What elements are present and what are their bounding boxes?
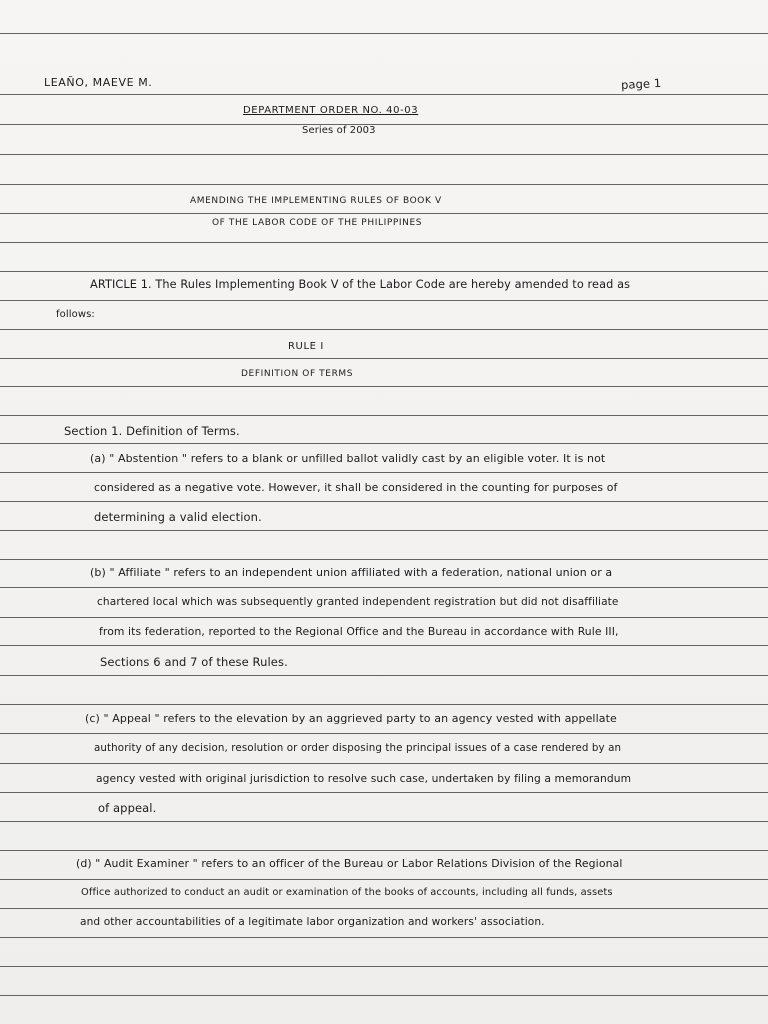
heading-line-2: OF THE LABOR CODE OF THE PHILIPPINES (212, 218, 423, 228)
ruled-line (0, 124, 768, 125)
definition-b-line: from its federation, reported to the Regional Office and the Bureau in accordance with Rule III, (99, 625, 619, 638)
article-line-2: follows: (56, 309, 95, 320)
ruled-line (0, 792, 768, 793)
ruled-line (0, 617, 768, 618)
ruled-line (0, 271, 768, 272)
definition-b-line: (b) " Affiliate " refers to an independent union affiliated with a federation, national union or a (90, 566, 613, 579)
ruled-line (0, 530, 768, 531)
ruled-line (0, 184, 768, 185)
definition-a-line: determining a valid election. (94, 510, 262, 524)
definition-d-line: (d) " Audit Examiner " refers to an officer of the Bureau or Labor Relations Division of the Regional (76, 857, 623, 870)
ruled-line (0, 908, 768, 909)
ruled-line (0, 472, 768, 473)
rule-number: RULE I (288, 341, 324, 352)
section-title: Section 1. Definition of Terms. (64, 424, 240, 438)
ruled-line (0, 33, 768, 34)
rule-title: DEFINITION OF TERMS (241, 369, 354, 379)
department-order-number: DEPARTMENT ORDER NO. 40-03 (243, 105, 419, 116)
definition-c-line: authority of any decision, resolution or order disposing the principal issues of a case rendered by an (94, 742, 622, 754)
ruled-line (0, 704, 768, 705)
ruled-line (0, 995, 768, 996)
order-series: Series of 2003 (302, 125, 376, 136)
ruled-line (0, 94, 768, 95)
student-name: LEAÑO, MAEVE M. (44, 76, 153, 89)
ruled-line (0, 675, 768, 676)
ruled-line (0, 415, 768, 416)
ruled-line (0, 300, 768, 301)
ruled-line (0, 329, 768, 330)
article-line-1: ARTICLE 1. The Rules Implementing Book V of the Labor Code are hereby amended to read as (90, 278, 631, 291)
definition-c-line: of appeal. (98, 801, 157, 815)
ruled-line (0, 937, 768, 938)
ruled-line (0, 386, 768, 387)
ruled-line (0, 559, 768, 560)
ruled-line (0, 154, 768, 155)
ruled-line (0, 850, 768, 851)
definition-c-line: (c) " Appeal " refers to the elevation by an aggrieved party to an agency vested with appellate (85, 712, 617, 725)
page-number: page 1 (620, 75, 662, 92)
ruled-line (0, 213, 768, 214)
ruled-line (0, 763, 768, 764)
ruled-line (0, 443, 768, 444)
definition-b-line: Sections 6 and 7 of these Rules. (100, 655, 288, 669)
ruled-line (0, 733, 768, 734)
definition-b-line: chartered local which was subsequently granted independent registration but did not disaffiliate (97, 596, 619, 608)
definition-d-line: and other accountabilities of a legitimate labor organization and workers' association. (80, 916, 545, 928)
ruled-line (0, 821, 768, 822)
definition-d-line: Office authorized to conduct an audit or examination of the books of accounts, including all funds, assets (81, 887, 613, 898)
definition-c-line: agency vested with original jurisdiction to resolve such case, undertaken by filing a memorandum (96, 772, 632, 785)
ruled-line (0, 966, 768, 967)
ruled-line (0, 587, 768, 588)
ruled-line (0, 358, 768, 359)
ruled-line (0, 879, 768, 880)
heading-line-1: AMENDING THE IMPLEMENTING RULES OF BOOK V (190, 196, 442, 206)
ruled-line (0, 242, 768, 243)
ruled-line (0, 501, 768, 502)
ruled-line (0, 645, 768, 646)
definition-a-line: considered as a negative vote. However, it shall be considered in the counting for purposes of (94, 481, 618, 494)
definition-a-line: (a) " Abstention " refers to a blank or unfilled ballot validly cast by an eligible voter. It is not (90, 452, 606, 465)
